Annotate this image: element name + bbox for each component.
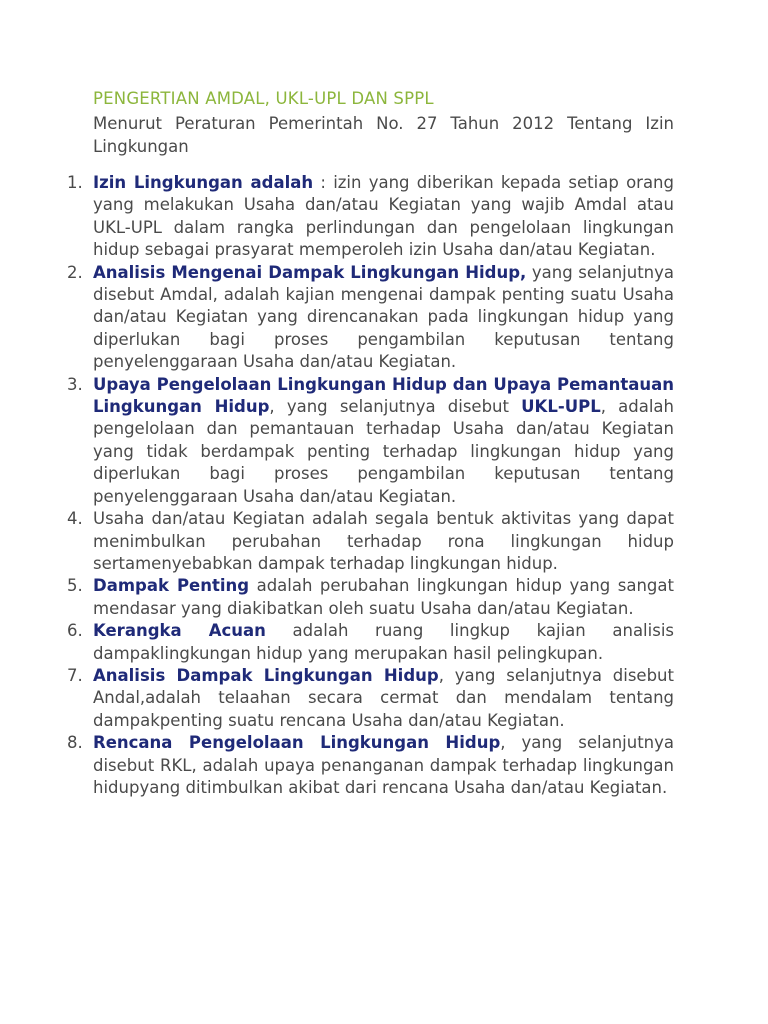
item-text: Usaha dan/atau Kegiatan adalah segala bentuk aktivitas yang dapat menimbulkan perubahan terhadap rona lingkungan hidup sertamenyebabkan dampak terhadap lingkungan hidup. xyxy=(93,509,674,573)
item-number: 5. xyxy=(67,576,83,596)
item-term: Kerangka Acuan xyxy=(93,621,266,641)
item-number: 4. xyxy=(67,509,83,529)
item-term-abbreviation: UKL-UPL xyxy=(521,397,601,417)
item-term: Rencana Pengelolaan Lingkungan Hidup xyxy=(93,733,501,753)
item-text: yang selanjutnya disebut Amdal, adalah kajian mengenai dampak penting suatu Usaha dan/atau Kegiatan yang direncanakan pada lingkungan hidup yang diperlukan bagi proses pengambilan keputusan tentang penyelenggaraan Usaha dan/atau Kegiatan. xyxy=(93,262,675,372)
list-item xyxy=(67,262,675,374)
item-term: Analisis Mengenai Dampak Lingkungan Hidup, xyxy=(93,262,527,282)
document-heading: PENGERTIAN AMDAL, UKL-UPL DAN SPPL xyxy=(93,89,434,108)
item-text: adalah ruang lingkup kajian analisis dampaklingkungan hidup yang merupakan hasil pelingkupan. xyxy=(93,621,674,663)
item-text: adalah perubahan lingkungan hidup yang sangat mendasar yang diakibatkan oleh suatu Usaha dan/atau Kegiatan. xyxy=(93,576,674,618)
item-number: 2. xyxy=(67,262,83,282)
item-number: 8. xyxy=(67,733,83,753)
list-item xyxy=(67,172,674,262)
document-subtitle: Menurut Peraturan Pemerintah No. 27 Tahun 2012 Tentang Izin Lingkungan xyxy=(93,114,674,156)
item-text: , yang selanjutnya disebut RKL, adalah upaya penanganan dampak terhadap lingkungan hidupyang ditimbulkan akibat dari rencana Usaha dan/atau Kegiatan. xyxy=(93,733,674,797)
item-text: , adalah pengelolaan dan pemantauan terhadap Usaha dan/atau Kegiatan yang tidak berdampak penting terhadap lingkungan hidup yang diperlukan bagi proses pengambilan keputusan tentang penyelenggaraan Usaha dan/atau Kegiatan. xyxy=(93,397,674,506)
definition-list xyxy=(67,172,675,799)
item-term: Analisis Dampak Lingkungan Hidup xyxy=(93,665,439,685)
list-item xyxy=(67,732,674,799)
item-term: Izin Lingkungan adalah xyxy=(93,173,314,192)
item-term: Upaya Pengelolaan Lingkungan Hidup dan Upaya Pemantauan Lingkungan Hidup xyxy=(93,374,674,417)
document-page xyxy=(67,88,675,799)
list-item xyxy=(67,665,674,732)
item-number: 6. xyxy=(67,621,83,641)
item-term: Dampak Penting xyxy=(93,576,250,596)
item-number: 3. xyxy=(67,374,83,394)
item-number: 7. xyxy=(67,665,83,685)
list-item xyxy=(67,508,674,575)
list-item xyxy=(67,620,674,665)
item-number: 1. xyxy=(67,173,83,192)
item-text: : izin yang diberikan kepada setiap orang yang melakukan Usaha dan/atau Kegiatan yang wajib Amdal atau UKL-UPL dalam rangka perlindungan dan pengelolaan lingkungan hidup sebagai prasyarat memperoleh izin Usaha dan/atau Kegiatan. xyxy=(93,173,674,260)
list-item xyxy=(67,575,674,620)
item-text: , yang selanjutnya disebut xyxy=(269,397,522,417)
item-text: , yang selanjutnya disebut Andal,adalah telaahan secara cermat dan mendalam tentang dampakpenting suatu rencana Usaha dan/atau Kegiatan. xyxy=(93,665,674,730)
list-item xyxy=(67,374,674,508)
